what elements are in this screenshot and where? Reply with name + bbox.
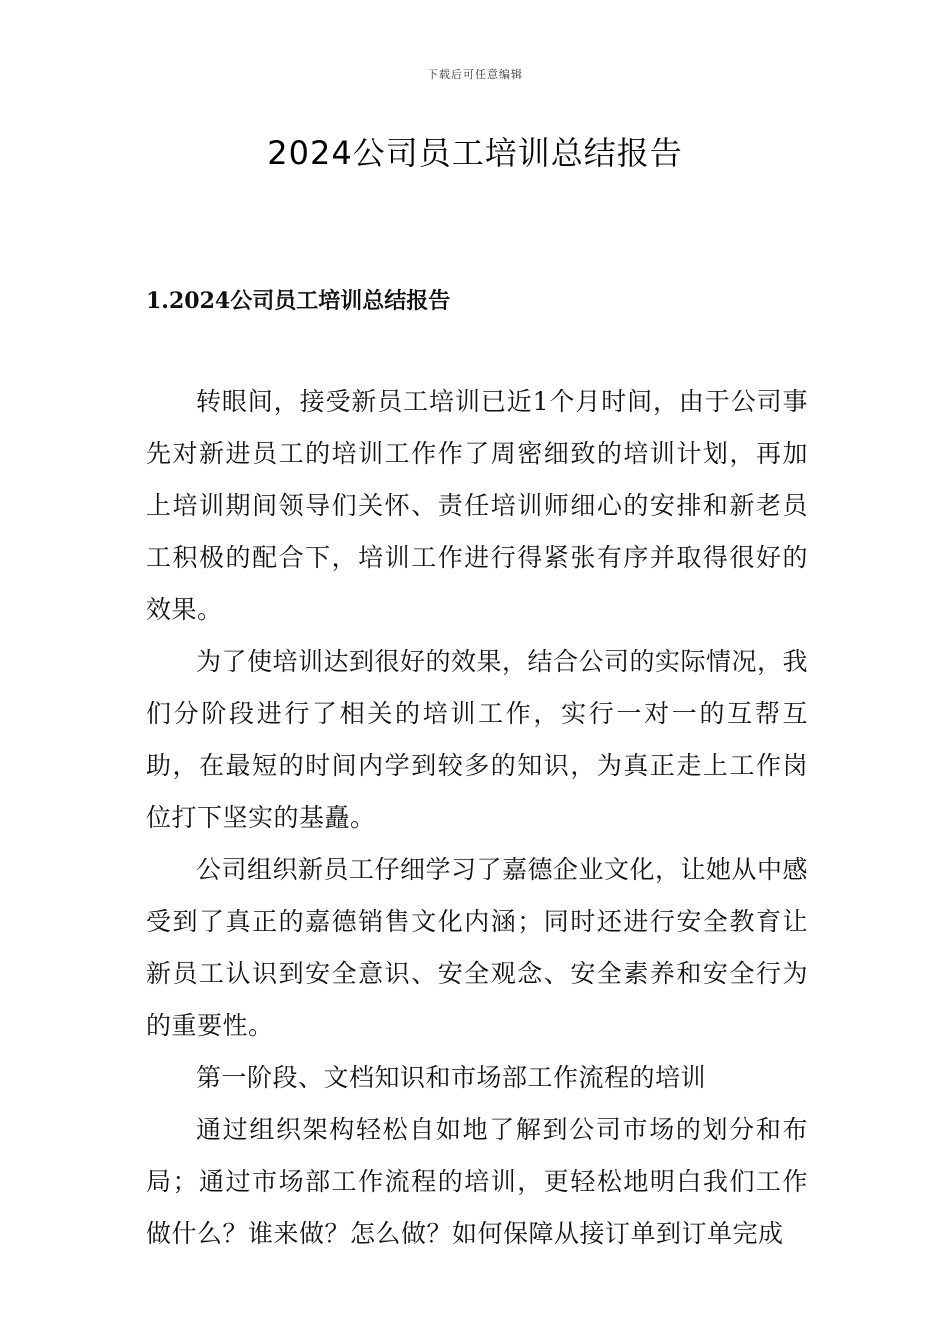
paragraph-culture-safety: 公司组织新员工仔细学习了嘉德企业文化，让她从中感受到了真正的嘉德销售文化内涵；同时还进行安全教育让新员工认识到安全意识、安全观念、安全素养和安全行为的重要性。 bbox=[146, 855, 809, 1040]
paragraph-stage-one-heading: 第一阶段、文档知识和市场部工作流程的培训 bbox=[196, 1063, 707, 1092]
header-note: 下载后可任意编辑 bbox=[427, 68, 523, 81]
paragraph-intro: 转眼间，接受新员工培训已近1个月时间，由于公司事先对新进员工的培训工作作了周密细致的培训计划，再加上培训期间领导们关怀、责任培训师细心的安排和新老员工积极的配合下，培训工作进行得紧张有序并取得很好的效果。 bbox=[146, 387, 808, 624]
paragraph-stage-one-content: 通过组织架构轻松自如地了解到公司市场的划分和布局；通过市场部工作流程的培训，更轻松地明白我们工作做什么？谁来做？怎么做？如何保障从接订单到订单完成 bbox=[146, 1115, 808, 1248]
section-heading: 1.2024公司员工培训总结报告 bbox=[146, 288, 451, 314]
paragraph-phased-training: 为了使培训达到很好的效果，结合公司的实际情况，我们分阶段进行了相关的培训工作，实行一对一的互帮互助，在最短的时间内学到较多的知识，为真正走上工作岗位打下坚实的基矗。 bbox=[146, 647, 809, 832]
body-text bbox=[146, 376, 808, 1260]
document-title: 2024公司员工培训总结报告 bbox=[267, 134, 683, 172]
